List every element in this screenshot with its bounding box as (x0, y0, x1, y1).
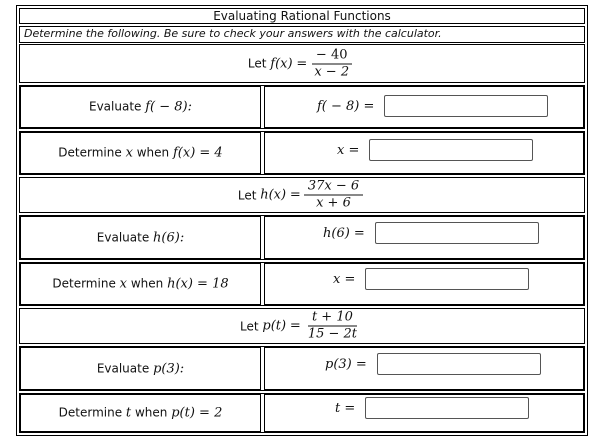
denominator: x + 6 (316, 195, 351, 211)
numerator: − 40 (312, 47, 352, 64)
evaluate-row-p (19, 346, 585, 391)
definition-row-h (19, 177, 585, 213)
evaluate-expression: f( − 8): (145, 99, 192, 115)
answer-cell (264, 263, 584, 305)
answer-label: x = (337, 142, 360, 158)
answer-input-f-determine[interactable] (369, 139, 533, 161)
fraction (304, 310, 361, 343)
function-name: f(x) (270, 56, 293, 71)
function-name: h(x) (260, 187, 287, 203)
prompt-cell (20, 347, 261, 390)
numerator: 37x − 6 (304, 179, 363, 196)
answer-label: p(3) = (325, 356, 367, 372)
definition-row-p (19, 308, 585, 344)
definition-row-f (19, 44, 585, 83)
when-label: when (130, 276, 164, 291)
table-title: Evaluating Rational Functions (19, 8, 585, 24)
determine-row-f (19, 131, 585, 175)
let-label: Let (239, 319, 259, 333)
evaluate-label: Evaluate (88, 99, 142, 114)
evaluate-row-f (19, 85, 585, 129)
determine-variable: x (119, 276, 127, 292)
answer-cell (264, 394, 584, 432)
answer-label: x = (333, 271, 356, 287)
determine-expression: p(t) = 2 (171, 405, 223, 421)
answer-input-p-determine[interactable] (365, 397, 529, 419)
evaluate-expression: h(6): (153, 230, 185, 245)
denominator: x − 2 (314, 64, 350, 79)
answer-label: f( − 8) = (317, 98, 375, 114)
determine-label: Determine (58, 405, 123, 420)
answer-input-h-determine[interactable] (365, 268, 529, 290)
determine-variable: x (125, 145, 133, 161)
evaluate-label: Evaluate (96, 361, 150, 375)
when-label: when (136, 145, 170, 160)
determine-label: Determine (52, 276, 116, 291)
answer-label: h(6) = (323, 225, 365, 241)
prompt-cell (20, 216, 261, 259)
fraction (304, 179, 363, 212)
prompt-cell (20, 132, 261, 174)
answer-cell (264, 216, 584, 259)
determine-row-p (19, 393, 585, 433)
instructions: Determine the following. Be sure to check your answers with the calculator. (19, 26, 585, 43)
answer-input-p-eval[interactable] (377, 353, 541, 375)
function-name: p(t) (262, 318, 287, 334)
answer-cell (264, 86, 584, 128)
equals-sign: = (289, 187, 301, 203)
answer-cell (264, 347, 584, 390)
answer-label: t = (335, 400, 356, 416)
answer-cell (264, 132, 584, 174)
answer-input-f-eval[interactable] (384, 95, 548, 117)
answer-input-h-eval[interactable] (375, 222, 539, 244)
determine-variable: t (125, 405, 132, 421)
evaluate-row-h (19, 215, 585, 260)
determine-expression: h(x) = 18 (167, 276, 229, 292)
fraction (310, 47, 353, 80)
prompt-cell (20, 86, 261, 128)
determine-label: Determine (58, 145, 122, 160)
prompt-cell (20, 263, 261, 305)
equals-sign: = (296, 56, 308, 71)
numerator: t + 10 (308, 310, 357, 327)
prompt-cell (20, 394, 261, 432)
worksheet-table (16, 5, 588, 436)
determine-row-h (19, 262, 585, 306)
evaluate-expression: p(3): (153, 361, 185, 376)
let-label: Let (247, 56, 267, 71)
let-label: Let (237, 188, 257, 202)
when-label: when (134, 405, 168, 420)
denominator: 15 − 2t (307, 326, 358, 342)
equals-sign: = (289, 318, 301, 334)
evaluate-label: Evaluate (96, 230, 150, 244)
determine-expression: f(x) = 4 (172, 145, 223, 161)
